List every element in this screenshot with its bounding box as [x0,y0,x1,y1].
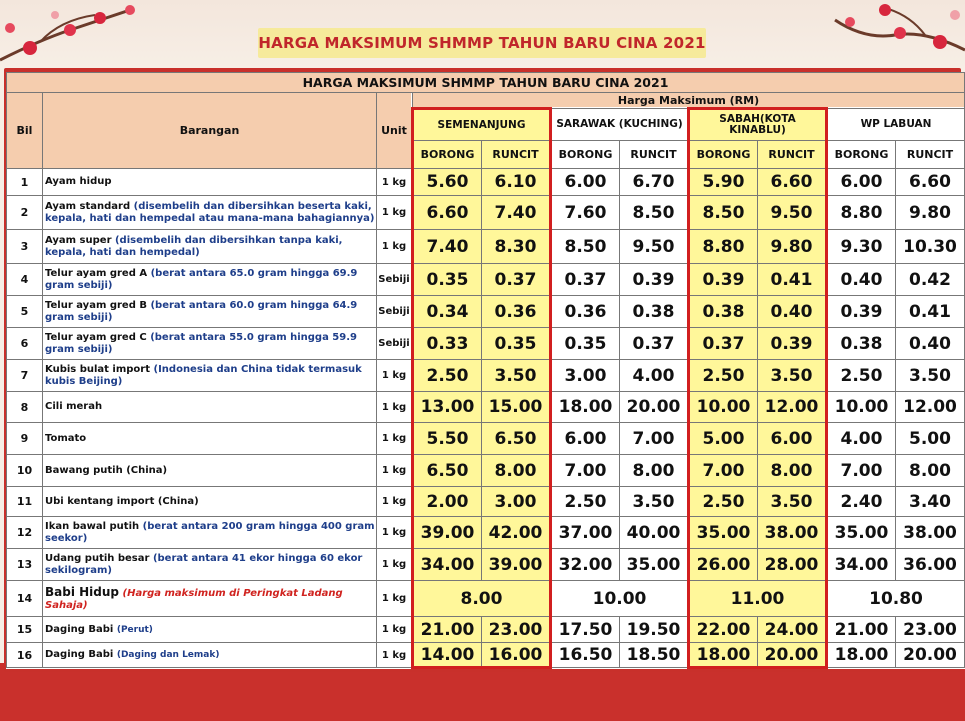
row-number: 5 [7,296,43,328]
unit-cell: Sebiji [377,296,413,328]
region-header-labuan: WP LABUAN [827,109,965,141]
price-runcit-cell: 3.40 [896,487,965,517]
subheader-runcit: RUNCIT [758,141,827,169]
price-borong-cell: 7.00 [551,455,620,487]
price-borong-cell: 5.00 [689,423,758,455]
price-borong-cell: 7.60 [551,196,620,230]
price-borong-cell: 35.00 [689,517,758,549]
subheader-borong: BORONG [689,141,758,169]
item-detail: (berat antara 65.0 gram hingga 69.9 gram sebiji) [45,267,358,291]
table-row [7,549,965,581]
table-row [7,360,965,392]
price-runcit-cell: 7.00 [620,423,689,455]
price-borong-cell: 21.00 [827,617,896,643]
price-borong-cell: 0.36 [551,296,620,328]
price-runcit-cell: 12.00 [896,392,965,423]
price-runcit-cell: 42.00 [482,517,551,549]
region-header-sarawak: SARAWAK (KUCHING) [551,109,689,141]
item-detail: (Harga maksimum di Peringkat Ladang Sahaja) [45,587,343,611]
unit-cell: 1 kg [377,643,413,668]
price-runcit-cell: 0.40 [758,296,827,328]
row-number: 2 [7,196,43,230]
unit-cell: 1 kg [377,423,413,455]
price-borong-cell: 7.40 [413,230,482,264]
item-name: Bawang putih (China) [45,464,168,476]
price-runcit-cell: 8.00 [896,455,965,487]
item-description [43,517,377,549]
price-borong-cell: 7.00 [827,455,896,487]
price-runcit-cell: 6.60 [758,169,827,196]
table-row [7,169,965,196]
price-borong-cell: 10.00 [689,392,758,423]
price-runcit-cell: 6.60 [896,169,965,196]
row-number: 8 [7,392,43,423]
price-borong-cell: 39.00 [413,517,482,549]
price-borong-cell: 6.60 [413,196,482,230]
price-runcit-cell: 0.37 [620,328,689,360]
item-detail: (disembelih dan dibersihkan beserta kaki, kepala, hati dan hempedal atau mana-mana bahagiannya) [45,200,375,224]
price-runcit-cell: 6.50 [482,423,551,455]
item-description [43,328,377,360]
row-number: 16 [7,643,43,668]
table-row [7,487,965,517]
price-runcit-cell: 8.30 [482,230,551,264]
table-row [7,617,965,643]
table-row [7,517,965,549]
price-borong-cell: 0.38 [689,296,758,328]
item-detail: (berat antara 55.0 gram hingga 59.9 gram sebiji) [45,331,357,355]
price-runcit-cell: 23.00 [482,617,551,643]
price-runcit-cell: 6.70 [620,169,689,196]
item-description [43,196,377,230]
row-number: 12 [7,517,43,549]
item-description [43,581,377,617]
row-number: 15 [7,617,43,643]
price-runcit-cell: 8.00 [620,455,689,487]
item-description [43,230,377,264]
banner-title: HARGA MAKSIMUM SHMMP TAHUN BARU CINA 2021 [258,28,706,58]
price-borong-cell: 18.00 [689,643,758,668]
price-runcit-cell: 20.00 [896,643,965,668]
item-name: Ikan bawal putih [45,520,140,532]
price-merged-cell: 10.80 [827,581,965,617]
item-description [43,643,377,668]
price-runcit-cell: 7.40 [482,196,551,230]
price-borong-cell: 18.00 [551,392,620,423]
unit-cell: 1 kg [377,487,413,517]
price-runcit-cell: 3.50 [758,487,827,517]
price-borong-cell: 2.00 [413,487,482,517]
price-borong-cell: 18.00 [827,643,896,668]
price-borong-cell: 2.50 [551,487,620,517]
row-number: 11 [7,487,43,517]
row-number: 10 [7,455,43,487]
price-runcit-cell: 20.00 [758,643,827,668]
price-borong-cell: 0.37 [551,264,620,296]
region-header-sabah: SABAH(KOTA KINABLU) [689,109,827,141]
item-description [43,169,377,196]
row-number: 1 [7,169,43,196]
table-row [7,581,965,617]
price-borong-cell: 34.00 [413,549,482,581]
price-borong-cell: 32.00 [551,549,620,581]
item-detail: (Perut) [116,624,153,635]
price-borong-cell: 0.37 [689,328,758,360]
item-description [43,264,377,296]
item-description [43,487,377,517]
price-borong-cell: 5.90 [689,169,758,196]
price-borong-cell: 26.00 [689,549,758,581]
price-borong-cell: 17.50 [551,617,620,643]
item-name: Telur ayam gred C [45,331,147,343]
price-runcit-cell: 0.40 [896,328,965,360]
price-borong-cell: 6.00 [551,169,620,196]
table-row [7,392,965,423]
row-number: 13 [7,549,43,581]
price-merged-cell: 10.00 [551,581,689,617]
price-runcit-cell: 3.50 [482,360,551,392]
item-name: Ayam super [45,234,112,246]
item-name: Cili merah [45,401,103,412]
price-runcit-cell: 8.00 [482,455,551,487]
unit-cell: 1 kg [377,392,413,423]
price-borong-cell: 35.00 [827,517,896,549]
subheader-runcit: RUNCIT [896,141,965,169]
table-row [7,296,965,328]
price-runcit-cell: 4.00 [620,360,689,392]
unit-cell: 1 kg [377,581,413,617]
item-description [43,617,377,643]
item-name: Daging Babi [45,649,114,660]
item-description [43,549,377,581]
unit-cell: 1 kg [377,230,413,264]
table-row [7,196,965,230]
price-runcit-cell: 0.42 [896,264,965,296]
item-name: Tomato [45,432,87,444]
price-runcit-cell: 35.00 [620,549,689,581]
price-borong-cell: 21.00 [413,617,482,643]
table-row [7,328,965,360]
table-row [7,230,965,264]
unit-cell: 1 kg [377,196,413,230]
price-runcit-cell: 38.00 [758,517,827,549]
col-header-harga-maksimum: Harga Maksimum (RM) [413,93,965,109]
price-runcit-cell: 19.50 [620,617,689,643]
row-number: 6 [7,328,43,360]
item-name: Babi Hidup [45,584,120,599]
price-runcit-cell: 9.50 [758,196,827,230]
item-name: Ayam hidup [45,176,112,187]
price-runcit-cell: 3.00 [482,487,551,517]
price-runcit-cell: 5.00 [896,423,965,455]
price-borong-cell: 0.38 [827,328,896,360]
table-row [7,264,965,296]
price-borong-cell: 37.00 [551,517,620,549]
item-detail: (disembelih dan dibersihkan tanpa kaki, kepala, hati dan hempedal) [45,234,343,258]
price-runcit-cell: 38.00 [896,517,965,549]
price-borong-cell: 13.00 [413,392,482,423]
price-runcit-cell: 23.00 [896,617,965,643]
price-runcit-cell: 20.00 [620,392,689,423]
price-runcit-cell: 16.00 [482,643,551,668]
price-runcit-cell: 0.39 [758,328,827,360]
item-name: Udang putih besar [45,552,150,564]
row-number: 4 [7,264,43,296]
price-borong-cell: 5.50 [413,423,482,455]
price-borong-cell: 10.00 [827,392,896,423]
item-detail: (berat antara 60.0 gram hingga 64.9 gram sebiji) [45,299,358,323]
subheader-borong: BORONG [413,141,482,169]
item-name: Telur ayam gred B [45,299,147,311]
unit-cell: 1 kg [377,617,413,643]
price-borong-cell: 16.50 [551,643,620,668]
price-runcit-cell: 9.80 [896,196,965,230]
subheader-runcit: RUNCIT [620,141,689,169]
subheader-borong: BORONG [827,141,896,169]
price-runcit-cell: 3.50 [620,487,689,517]
subheader-runcit: RUNCIT [482,141,551,169]
item-detail: (Daging dan Lemak) [116,650,220,660]
price-borong-cell: 0.35 [551,328,620,360]
price-borong-cell: 8.50 [689,196,758,230]
plum-blossom-left-decoration [0,0,240,70]
subheader-borong: BORONG [551,141,620,169]
price-borong-cell: 0.34 [413,296,482,328]
price-runcit-cell: 0.36 [482,296,551,328]
price-borong-cell: 5.60 [413,169,482,196]
price-borong-cell: 2.50 [689,360,758,392]
price-runcit-cell: 15.00 [482,392,551,423]
item-description [43,296,377,328]
row-number: 7 [7,360,43,392]
item-name: Kubis bulat import [45,363,151,375]
item-name: Daging Babi [45,623,114,635]
price-borong-cell: 3.00 [551,360,620,392]
item-detail: (berat antara 41 ekor hingga 60 ekor sekilogram) [45,552,363,576]
price-borong-cell: 8.80 [689,230,758,264]
price-runcit-cell: 0.41 [896,296,965,328]
price-borong-cell: 0.39 [689,264,758,296]
item-name: Ayam standard [45,200,131,212]
item-detail: (berat antara 200 gram hingga 400 gram seekor) [45,520,375,544]
price-runcit-cell: 8.00 [758,455,827,487]
price-runcit-cell: 6.00 [758,423,827,455]
item-detail: (Indonesia dan China tidak termasuk kubis Beijing) [45,363,362,387]
unit-cell: 1 kg [377,169,413,196]
price-runcit-cell: 9.80 [758,230,827,264]
row-number: 14 [7,581,43,617]
price-borong-cell: 6.00 [827,169,896,196]
plum-blossom-right-decoration [725,0,965,70]
item-description [43,392,377,423]
price-runcit-cell: 0.35 [482,328,551,360]
unit-cell: 1 kg [377,360,413,392]
price-runcit-cell: 0.41 [758,264,827,296]
price-runcit-cell: 0.38 [620,296,689,328]
price-runcit-cell: 3.50 [758,360,827,392]
row-number: 3 [7,230,43,264]
price-borong-cell: 9.30 [827,230,896,264]
item-description [43,423,377,455]
price-borong-cell: 0.39 [827,296,896,328]
table-row [7,423,965,455]
price-merged-cell: 8.00 [413,581,551,617]
item-name: Ubi kentang import (China) [45,495,199,507]
price-runcit-cell: 0.37 [482,264,551,296]
price-runcit-cell: 8.50 [620,196,689,230]
price-runcit-cell: 24.00 [758,617,827,643]
price-runcit-cell: 18.50 [620,643,689,668]
price-borong-cell: 34.00 [827,549,896,581]
row-number: 9 [7,423,43,455]
price-runcit-cell: 9.50 [620,230,689,264]
price-borong-cell: 4.00 [827,423,896,455]
table-row [7,643,965,668]
price-runcit-cell: 40.00 [620,517,689,549]
price-borong-cell: 22.00 [689,617,758,643]
price-runcit-cell: 3.50 [896,360,965,392]
item-description [43,360,377,392]
item-name: Telur ayam gred A [45,267,148,279]
unit-cell: Sebiji [377,328,413,360]
price-borong-cell: 2.50 [413,360,482,392]
price-runcit-cell: 10.30 [896,230,965,264]
price-borong-cell: 0.35 [413,264,482,296]
price-borong-cell: 0.40 [827,264,896,296]
table-title: HARGA MAKSIMUM SHMMP TAHUN BARU CINA 2021 [7,73,965,93]
col-header-unit: Unit [377,93,413,169]
price-borong-cell: 7.00 [689,455,758,487]
price-borong-cell: 2.50 [827,360,896,392]
price-runcit-cell: 12.00 [758,392,827,423]
col-header-bil: Bil [7,93,43,169]
price-borong-cell: 8.50 [551,230,620,264]
price-table [6,72,965,669]
table-row [7,455,965,487]
unit-cell: 1 kg [377,455,413,487]
unit-cell: 1 kg [377,517,413,549]
price-borong-cell: 6.50 [413,455,482,487]
item-description [43,455,377,487]
price-runcit-cell: 36.00 [896,549,965,581]
price-merged-cell: 11.00 [689,581,827,617]
price-borong-cell: 0.33 [413,328,482,360]
region-header-semenanjung: SEMENANJUNG [413,109,551,141]
price-borong-cell: 2.40 [827,487,896,517]
unit-cell: 1 kg [377,549,413,581]
col-header-barangan: Barangan [43,93,377,169]
price-borong-cell: 6.00 [551,423,620,455]
price-runcit-cell: 28.00 [758,549,827,581]
price-borong-cell: 8.80 [827,196,896,230]
price-runcit-cell: 0.39 [620,264,689,296]
price-borong-cell: 14.00 [413,643,482,668]
unit-cell: Sebiji [377,264,413,296]
price-runcit-cell: 39.00 [482,549,551,581]
price-borong-cell: 2.50 [689,487,758,517]
price-runcit-cell: 6.10 [482,169,551,196]
